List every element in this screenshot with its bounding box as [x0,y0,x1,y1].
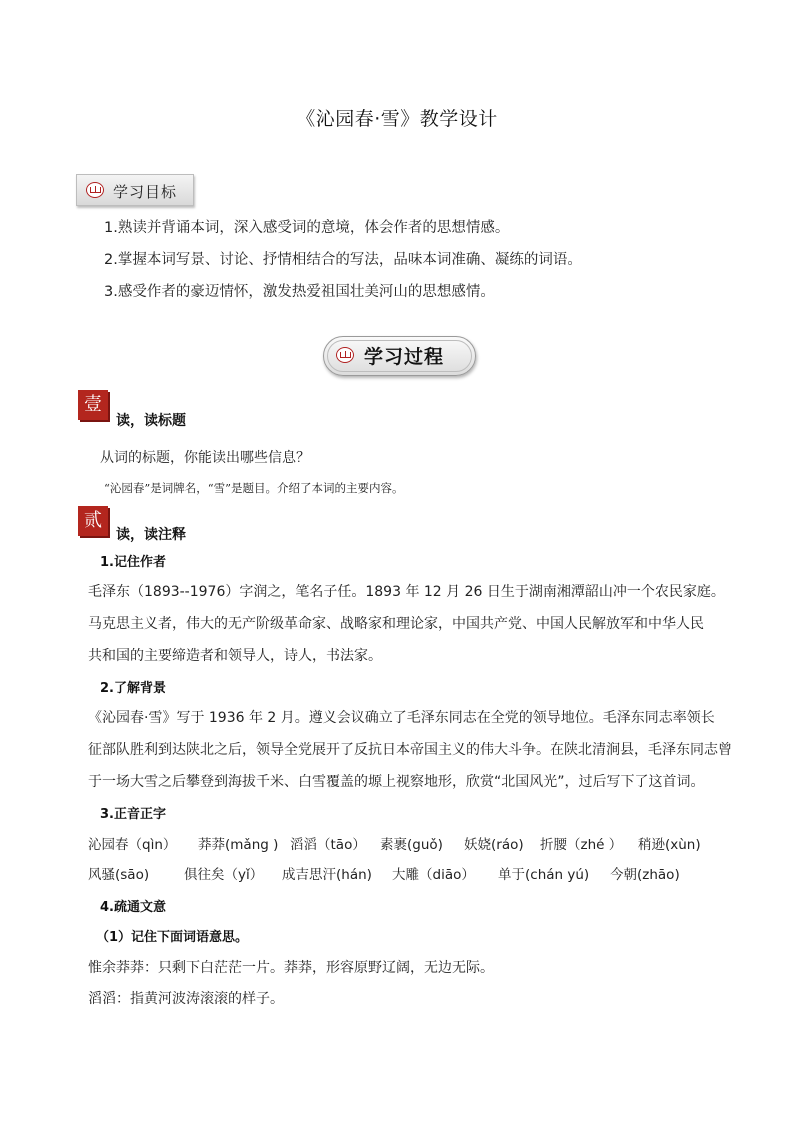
goal-item: 3.感受作者的豪迈情怀，激发热爱祖国壮美河山的思想感情。 [104,284,495,300]
section-banner-process [323,336,476,376]
step-heading: 读，读标题 [116,413,186,429]
subsection-subheading: （1）记住下面词语意思。 [96,930,249,945]
paragraph-line: 毛泽东（1893--1976）字润之，笔名子任。1893 年 12 月 26 日生于湖南湘潭韶山冲一个农民家庭。 [88,584,725,600]
section-tag-label: 学习目标 [113,183,178,201]
goal-item: 2.掌握本词写景、讨论、抒情相结合的写法，品味本词准确、凝练的词语。 [104,252,582,268]
goal-item: 1.熟读并背诵本词，深入感受词的意境，体会作者的思想情感。 [104,220,510,236]
step-answer: “沁园春”是词牌名，“雪”是题目。介绍了本词的主要内容。 [104,481,404,495]
pinyin-item: 今朝(zhāo) [610,867,680,883]
pinyin-item: 大雕（diāo） [392,867,475,883]
paragraph-line: 共和国的主要缔造者和领导人，诗人，书法家。 [88,648,382,664]
step-badge-one: 壹 [78,390,108,420]
step-heading: 读，读注释 [116,527,186,543]
paragraph-line: 《沁园春·雪》写于 1936 年 2 月。遵义会议确立了毛泽东同志在全党的领导地位。毛泽东同志率领长 [88,710,715,726]
pinyin-item: 风骚(sāo) [88,867,150,883]
paragraph-line: 马克思主义者，伟大的无产阶级革命家、战略家和理论家，中国共产党、中国人民解放军和中华人民 [88,616,704,632]
banner-label: 学习过程 [364,346,445,368]
book-icon [86,182,104,198]
step-badge-two: 贰 [78,506,108,536]
paragraph-line: 于一场大雪之后攀登到海拔千米、白雪覆盖的塬上视察地形，欣赏“北国风光”，过后写下了这首词。 [88,774,705,790]
pinyin-item: 莽莽(mǎng ) [198,837,279,853]
subsection-heading: 2.了解背景 [100,681,166,696]
page-title: 《沁园春·雪》教学设计 [296,108,498,130]
step-question: 从词的标题，你能读出哪些信息？ [100,450,310,466]
pinyin-item: 俱往矣（yǐ） [184,867,264,883]
paragraph-line: 滔滔：指黄河波涛滚滚的样子。 [88,991,284,1007]
paragraph-line: 惟余莽莽：只剩下白茫茫一片。莽莽，形容原野辽阔，无边无际。 [88,960,494,976]
pinyin-item: 折腰（zhé ） [540,837,623,853]
paragraph-line: 征部队胜利到达陕北之后，领导全党展开了反抗日本帝国主义的伟大斗争。在陕北清涧县，毛泽东同志曾 [88,742,732,758]
subsection-heading: 1.记住作者 [100,555,166,570]
pinyin-item: 素裹(guǒ) [380,837,443,853]
pinyin-item: 滔滔（tāo） [290,837,366,853]
pinyin-item: 单于(chán yú) [498,867,590,883]
pinyin-item: 成吉思汗(hán) [282,867,372,883]
pinyin-item: 沁园春（qìn） [88,837,177,853]
pinyin-item: 稍逊(xùn) [638,837,701,853]
pinyin-item: 妖娆(ráo) [464,837,524,853]
section-tag-goals [76,174,194,206]
subsection-heading: 3.正音正字 [100,807,166,822]
subsection-heading: 4.疏通文意 [100,900,166,915]
book-icon [336,347,354,363]
